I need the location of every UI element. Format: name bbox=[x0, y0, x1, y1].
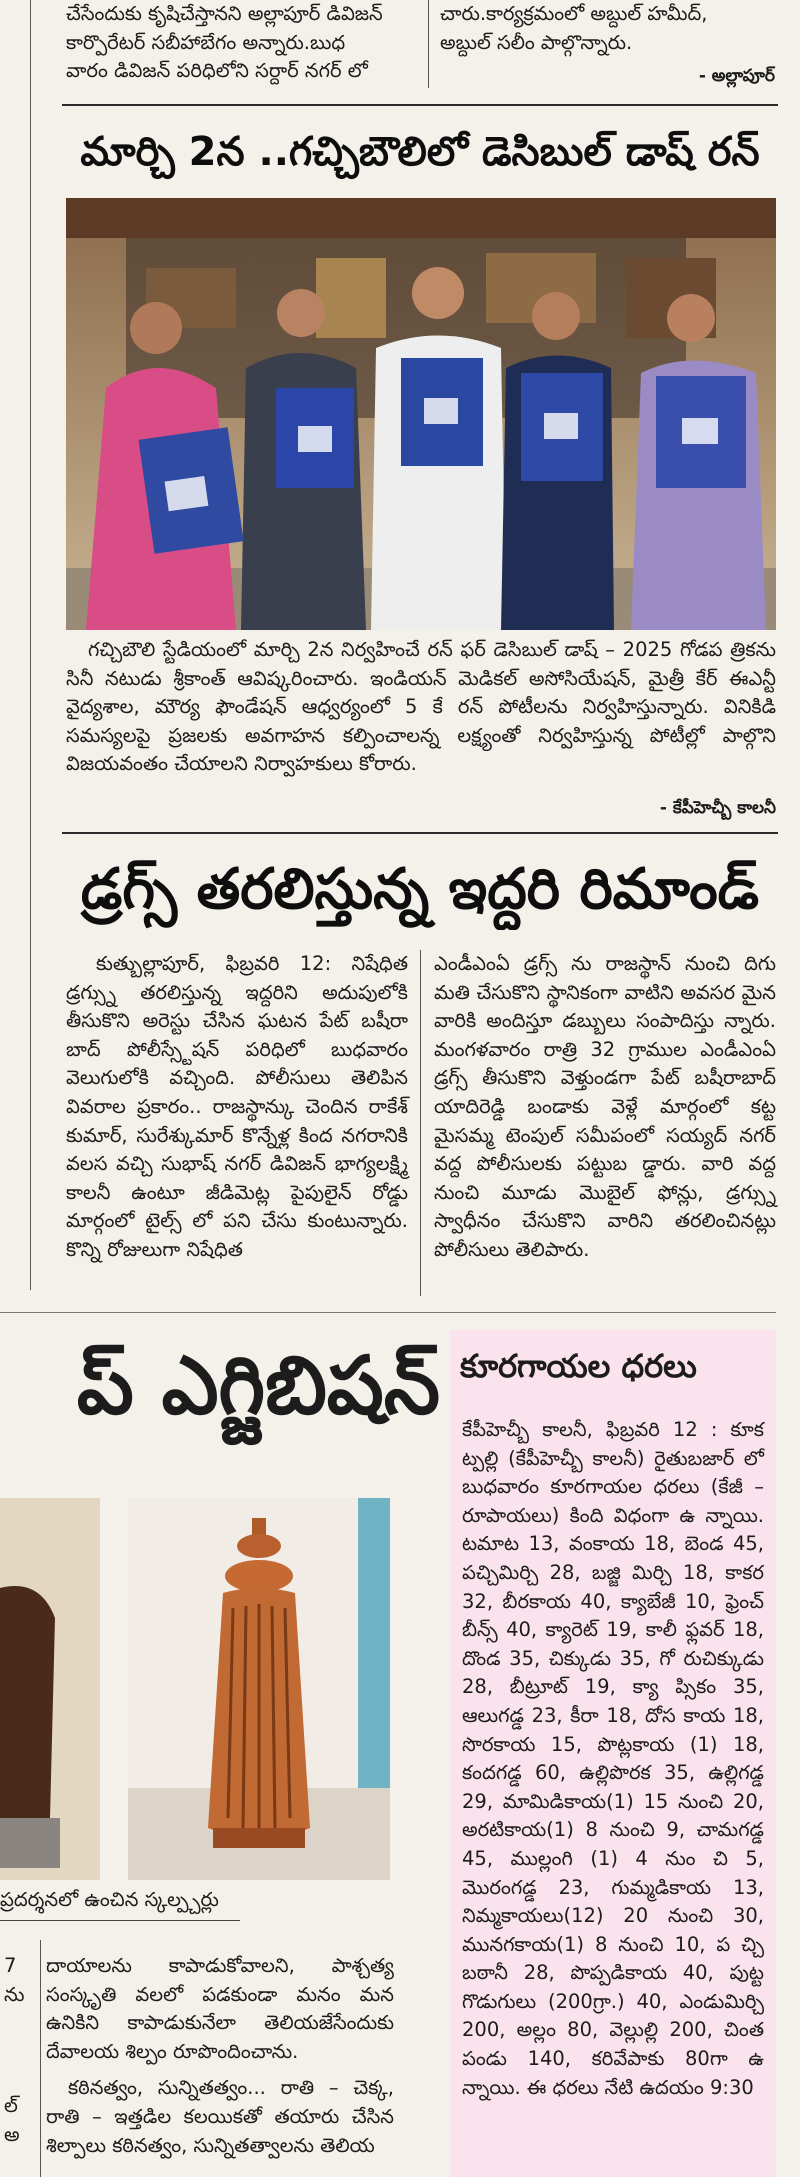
headline-decibel-dash: మార్చి 2న ..గచ్చిబౌలిలో డెసిబుల్ డాష్ రన్ bbox=[80, 129, 760, 175]
prices-body: కేపీహెచ్బీ కాలనీ, ఫిబ్రవరి 12 : కూక ట్పల్లి (కేపీహెచ్బీ కాలనీ) రైతుబజార్ లో బుధవారం కూరగాయల ధరలు (కేజీ – రూపాయలు) కింది విధంగా ఉ న్నాయి. టమాట 13, వంకాయ 18, బెండ 45, పచ్చిమిర్చి 28, బజ్జి మిర్చి 18, కాకర 32, బీరకాయ 40, క్యాబేజీ 10, ఫ్రెంచ్ బీన్స్ 40, క్యారెట్ 19, కాలీ ఫ్లవర్ 18, దొండ 35, చిక్కుడు 35, గో రుచిక్కుడు 28, బీట్రూట్ 19, క్యా ప్సికం 35, ఆలుగడ్డ 23, కీరా 18, దోస కాయ 18, సొరకాయ 15, పొట్లకాయ (1) 18, కందగడ్డ 60, ఉల్లిపొరక 35, ఉల్లిగడ్డ 29, మామిడికాయ(1) 15 నుంచి 20, అరటికాయ(1) 8 నుంచి 9, చామగడ్డ 45, ముల్లంగి (1) 4 నుం చి 5, మొరంగడ్డ 23, గుమ్మడికాయ 13, నిమ్మకాయలు(12) 20 నుంచి 30, మునగకాయ(1) 8 నుంచి 10, ప చ్చి బఠానీ 28, పొప్పడికాయ 40, పుట్ట గొడుగులు (200గ్రా.) 40, ఎండుమిర్చి 200, అల్లం 80, వెల్లుల్లి 200, చింత పండు 140, కరివేపాకు 80గా ఉ న్నాయి. ఈ ధరలు నేటి ఉదయం 9:30 bbox=[462, 1418, 764, 2099]
exhibition-margin-2 bbox=[4, 2092, 34, 2149]
sculpture-left-illustration bbox=[0, 1498, 100, 1880]
credit-allapur: - అల్లాపూర్ bbox=[698, 66, 775, 86]
text-line: అబ్దుల్ సలీం పాల్గొన్నారు. bbox=[440, 30, 633, 54]
headline-exhibition: ప్ ఎగ్జిబిషన్ bbox=[76, 1339, 440, 1432]
poster-4 bbox=[521, 373, 603, 481]
photo-poster-launch bbox=[66, 198, 776, 630]
photo-sculpture-right bbox=[128, 1498, 390, 1880]
top-right-fragment bbox=[440, 0, 780, 57]
exhibition-paragraph-1: దాయాలను కాపాడుకోవాలని, పాశ్చత్య సంస్కృతి వలలో పడకుండా మనం మన ఉనికిని కాపాడుకునేలా తెలియజేసేందుకు దేవాలయ శిల్పం రూపొందించాను. bbox=[46, 1954, 394, 2063]
section-rule bbox=[62, 104, 778, 106]
group-photo-illustration bbox=[66, 198, 776, 630]
exhibition-body bbox=[46, 1952, 394, 2160]
margin-fragment: అ bbox=[4, 2122, 20, 2146]
prices-title: కూరగాయల ధరలు bbox=[460, 1347, 697, 1385]
margin-fragment: 7 bbox=[4, 1954, 17, 1977]
story1-paragraph: గచ్చిబౌలి స్టేడియంలో మార్చి 2న నిర్వహించే రన్ ఫర్ డెసిబుల్ డాష్ – 2025 గోడప త్రికను సినీ నటుడు శ్రీకాంత్ ఆవిష్కరించారు. ఇండియన్ మెడికల్ అసోసియేషన్, మైత్రీ కేర్ ఈఎన్టీ వైద్యశాల, మౌర్య ఫౌండేషన్ ఆధ్వర్యంలో 5 కే రన్ పోటీలను నిర్వహిస్తున్నారు. వినికిడి సమస్యలపై ప్రజలకు అవగాహన కల్పించాలన్న లక్ష్యంతో నిర్వహిస్తున్న పోటీల్లో పాల్గొని విజయవంతం చేయాలని నిర్వాహకులు కోరారు. bbox=[66, 638, 776, 776]
section-rule bbox=[0, 1312, 776, 1313]
exhibition-margin bbox=[4, 1952, 34, 2009]
text-line: చేసేందుకు కృషిచేస్తానని అల్లాపూర్ డివిజన్ bbox=[66, 2, 383, 25]
top-left-fragment bbox=[66, 0, 416, 86]
story2-paragraph-1: కుత్బుల్లాపూర్, ఫిబ్రవరి 12: నిషేధిత డ్రగ్స్ను తరలిస్తున్న ఇద్దరిని అదుపులోకి తీసుకొని అరెస్టు చేసిన ఘటన పేట్ బషీరా బాద్ పోలీస్స్టేషన్ పరిధిలో బుధవారం వెలుగులోకి వచ్చింది. పోలీసులు తెలిపిన వివరాల ప్రకారం.. రాజస్థాన్కు చెందిన రాకేశ్ కుమార్, సురేశ్కుమార్ కొన్నేళ్ల కింద నగరానికి వలస వచ్చి సుభాష్ నగర్ డివిజన్ భాగ్యలక్ష్మి కాలనీ ఉంటూ జీడిమెట్ల పైపులైన్ రోడ్డు మార్గంలో టైల్స్ లో పని చేసు కుంటున్నారు. కొన్ని రోజులుగా నిషేధిత bbox=[66, 952, 408, 1261]
exhibition-caption: ప్రదర్శనలో ఉంచిన స్కల్ప్చర్లు bbox=[0, 1888, 219, 1911]
poster-3 bbox=[401, 358, 483, 466]
column-rule-exhibition bbox=[40, 1940, 41, 2177]
margin-fragment: ను bbox=[4, 1982, 25, 2006]
poster-1 bbox=[139, 427, 244, 553]
text-line: కార్పొరేటర్ సబీహాబేగం అన్నారు.బుధ bbox=[66, 30, 346, 54]
story2-paragraph-2: ఎండీఎంఏ డ్రగ్స్ ను రాజస్థాన్ నుంచి దిగు మతి చేసుకొని స్థానికంగా వాటిని అవసర మైన వారికి అందిస్తూ డబ్బులు సంపాదిస్తు న్నారు. మంగళవారం రాత్రి 32 గ్రాముల ఎండీఎంఏ డ్రగ్స్ తీసుకొని వెళ్తుండగా పేట్ బషీరాబాద్ యాదిరెడ్డి బండాకు వెళ్లే మార్గంలో కట్ట మైసమ్మ టెంపుల్ సమీపంలో సయ్యద్ నగర్ వద్ద పోలీసులకు పట్టుబ డ్డారు. వారి వద్ద నుంచి మూడు మొబైల్ ఫోన్లు, డ్రగ్స్ను స్వాధీనం చేసుకొని వారిని తరలించినట్లు పోలీసులు తెలిపారు. bbox=[434, 952, 776, 1261]
section-rule bbox=[62, 832, 778, 834]
vegetable-prices-box bbox=[450, 1330, 776, 2177]
story2-column-2 bbox=[434, 950, 776, 1265]
story1-body bbox=[66, 636, 776, 779]
margin-fragment: ల్ bbox=[4, 2094, 18, 2117]
poster-2 bbox=[276, 388, 354, 488]
poster-5 bbox=[656, 376, 746, 488]
headline-exhibition-wrap bbox=[0, 1326, 440, 1456]
text-line: వారం డివిజన్ పరిధిలోని సర్దార్ నగర్ లో bbox=[66, 59, 368, 83]
exhibition-paragraph-2: కఠినత్వం, సున్నితత్వం... రాతి – చెక్క, రాతి – ఇత్తడిల కలయికతో తయారు చేసిన శిల్పాలు కఠినత్వం, సున్నితత్వాలను తెలియ bbox=[46, 2076, 394, 2157]
story2-column-1 bbox=[66, 950, 408, 1265]
headline-drugs-remand: డ్రగ్స్ తరలిస్తున్న ఇద్దరి రిమాండ్ bbox=[80, 857, 760, 922]
column-rule-top bbox=[428, 0, 429, 88]
column-rule-story2 bbox=[420, 950, 421, 1296]
caption-rule bbox=[0, 1920, 240, 1921]
column-rule-left bbox=[30, 0, 31, 1290]
text-line: చారు.కార్యక్రమంలో అబ్దుల్ హమీద్, bbox=[440, 2, 708, 25]
photo-sculpture-left bbox=[0, 1498, 100, 1880]
sculpture-right-illustration bbox=[128, 1498, 390, 1880]
credit-kphb: - కేపీహెచ్బీ కాలనీ bbox=[659, 798, 776, 818]
